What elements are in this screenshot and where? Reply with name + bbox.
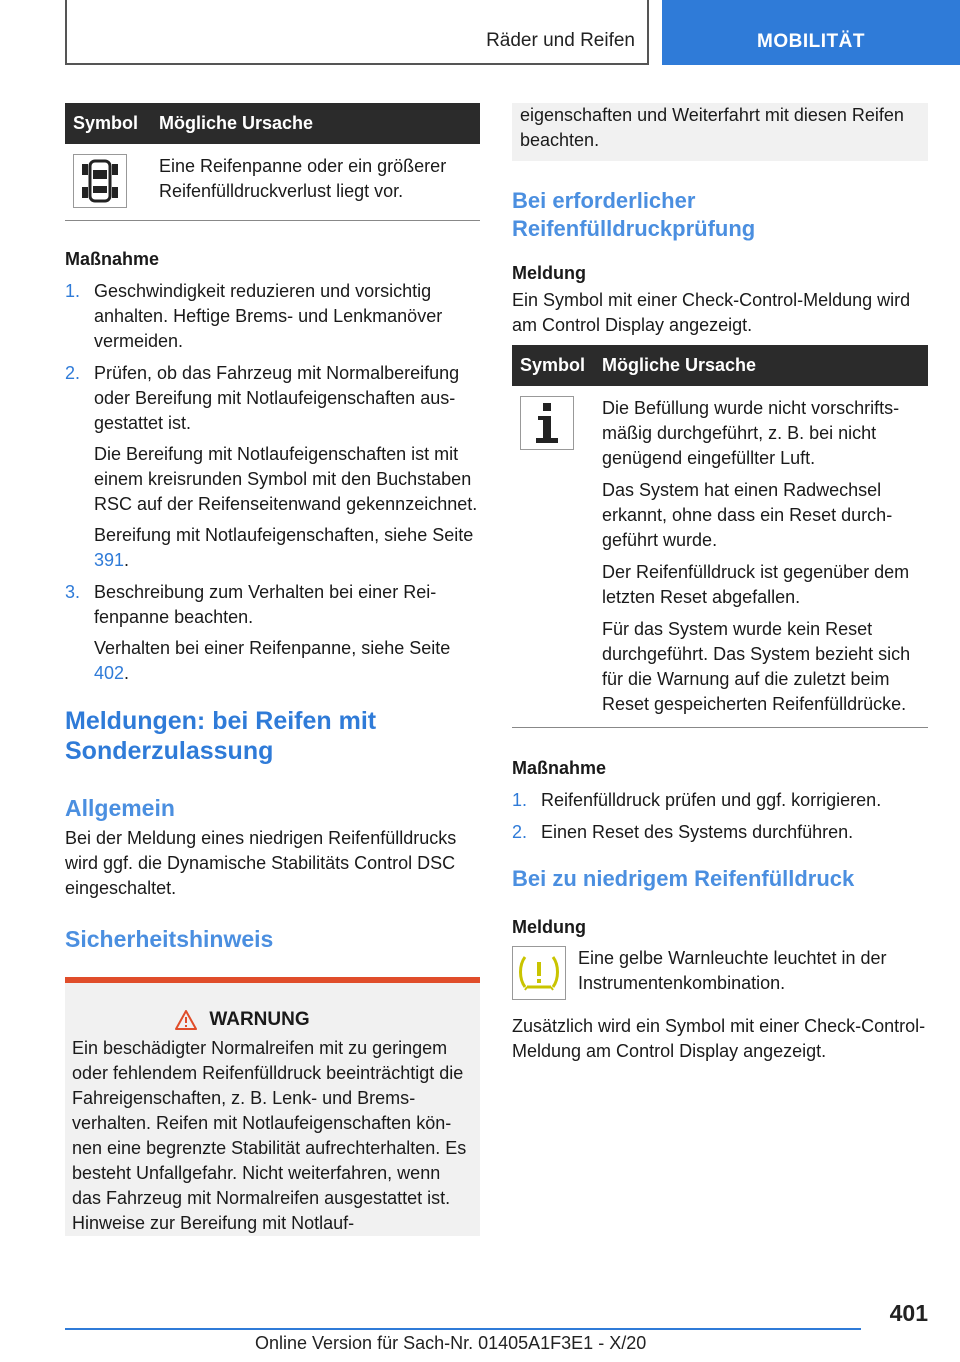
measure-heading: Maßnahme bbox=[65, 249, 160, 269]
general-text: Bei der Meldung eines niedrigen Reifenfülldrucks wird ggf. die Dynamische Stabilitäts Control DSC eingeschaltet. bbox=[65, 828, 457, 898]
general-heading: Allgemein bbox=[65, 795, 175, 821]
check-heading: Bei erforderlicher Reifenfülldruckprüfung bbox=[512, 188, 756, 241]
table-row bbox=[512, 386, 928, 728]
chapter-tab[interactable]: MOBILITÄT bbox=[662, 0, 960, 65]
warning-box-continued bbox=[512, 103, 928, 161]
cause-text: Der Reifenfülldruck ist gegenüber dem letzten Reset abgefallen. bbox=[602, 562, 910, 607]
step-number: 2. bbox=[65, 363, 81, 383]
info-icon bbox=[520, 396, 574, 450]
cause-text: Für das System wurde kein Reset durchgeführt. Das System bezieht sich für die Warnung auf die zuletzt beim Reset gespeicherten Reifenfülldrücke. bbox=[602, 619, 911, 714]
step-text: Geschwindigkeit reduzieren und vorsichtig anhalten. Heftige Brems- und Lenkmanöver vermeiden. bbox=[94, 281, 443, 351]
reference-text: Bereifung mit Notlaufeigenschaften, siehe Seite bbox=[94, 525, 474, 545]
cause-text: Die Befüllung wurde nicht vorschriftsmäßig durchgeführt, z. B. bei nicht genügend eingefüllter Luft. bbox=[602, 398, 900, 468]
section-heading: Meldungen: bei Reifen mit Sonderzulassung bbox=[65, 707, 377, 765]
list-item bbox=[512, 820, 928, 845]
list-item bbox=[65, 580, 480, 686]
warning-lamp-row bbox=[512, 946, 928, 1000]
reference-end: . bbox=[124, 550, 130, 570]
cause-list bbox=[594, 386, 928, 728]
step-reference bbox=[94, 523, 480, 573]
message-heading: Meldung bbox=[512, 917, 586, 937]
page-link[interactable]: 391 bbox=[94, 550, 125, 570]
col-header-cause: Mögliche Ursache bbox=[151, 103, 480, 144]
list-item bbox=[512, 788, 928, 813]
step-extra-text: Die Bereifung mit Notlaufeigenschaften ist mit einem kreisrunden Symbol mit den Buchstaben RSC auf der Reifenseitenwand gekennzeichnet. bbox=[94, 444, 478, 514]
warning-text-continued: eigenschaften und Weiterfahrt mit diesen Reifen beachten. bbox=[520, 105, 904, 150]
section-title: Räder und Reifen bbox=[486, 30, 635, 51]
tire-pressure-warning-lamp-icon bbox=[512, 946, 566, 1000]
footer-divider bbox=[65, 1328, 861, 1330]
step-number: 2. bbox=[512, 822, 528, 842]
step-text: Beschreibung zum Verhalten bei einer Reifenpanne beachten. bbox=[94, 582, 437, 627]
warning-triangle-icon bbox=[175, 1010, 197, 1030]
low-pressure-heading: Bei zu niedrigem Reifenfülldruck bbox=[512, 866, 855, 891]
message-heading: Meldung bbox=[512, 263, 586, 283]
step-text: Reifenfülldruck prüfen und ggf. korrigieren. bbox=[541, 790, 882, 810]
reference-text: Verhalten bei einer Reifenpanne, siehe Seite bbox=[94, 638, 451, 658]
measure-steps bbox=[512, 788, 928, 845]
message-text: Ein Symbol mit einer Check-Control-Meldung wird am Control Display angezeigt. bbox=[512, 290, 911, 335]
step-number: 3. bbox=[65, 582, 81, 602]
col-header-symbol: Symbol bbox=[65, 103, 151, 144]
right-column bbox=[512, 103, 928, 1064]
col-header-symbol: Symbol bbox=[512, 345, 594, 386]
cause-text: Das System hat einen Radwechsel erkannt, ohne dass ein Reset durchgeführt wurde. bbox=[602, 480, 893, 550]
warning-text: Ein beschädigter Normalreifen mit zu geringem oder fehlendem Reifenfülldruck beeinträchtigt die Fahreigenschaften, z. B. Lenk- und Bremsverhalten. Reifen mit Notlaufeigenschaften können eine begrenzte Stabilität aufrechterhalten. Es besteht Unfallgefahr. Nicht weiterfahren, wenn das Fahrzeug mit Normalreifen ausgestattet ist. Hinweise zur Bereifung mit Notlauf- bbox=[72, 1038, 467, 1233]
measure-steps bbox=[65, 279, 480, 686]
symbol-table-pressure-check bbox=[512, 345, 928, 728]
col-header-cause: Mögliche Ursache bbox=[594, 345, 928, 386]
left-column bbox=[65, 103, 480, 1236]
warning-label: WARNUNG bbox=[209, 1009, 310, 1030]
warning-box bbox=[65, 977, 480, 1236]
reference-end: . bbox=[124, 663, 130, 683]
table-row bbox=[65, 144, 480, 221]
step-text: Einen Reset des Systems durchführen. bbox=[541, 822, 854, 842]
step-number: 1. bbox=[65, 281, 81, 301]
symbol-table-flat-tire bbox=[65, 103, 480, 221]
step-text: Prüfen, ob das Fahrzeug mit Normalbereifung oder Bereifung mit Notlaufeigenschaften ausgestattet ist. bbox=[94, 363, 460, 433]
additional-text: Zusätzlich wird ein Symbol mit einer Check-Control-Meldung am Control Display angezeigt. bbox=[512, 1016, 926, 1061]
lamp-text: Eine gelbe Warnleuchte leuchtet in der Instrumentenkombination. bbox=[578, 948, 887, 993]
page-link[interactable]: 402 bbox=[94, 663, 125, 683]
list-item bbox=[65, 279, 480, 354]
list-item bbox=[65, 361, 480, 573]
measure-heading: Maßnahme bbox=[512, 758, 607, 778]
safety-heading: Sicherheitshinweis bbox=[65, 926, 274, 952]
footer-text: Online Version für Sach-Nr. 01405A1F3E1 - X/20 bbox=[255, 1333, 647, 1353]
cause-text: Eine Reifenpanne oder ein größerer Reifenfülldruckverlust liegt vor. bbox=[151, 144, 480, 221]
step-number: 1. bbox=[512, 790, 528, 810]
page-number: 401 bbox=[889, 1300, 928, 1326]
warning-header bbox=[72, 1007, 473, 1032]
car-tire-warning-icon bbox=[73, 154, 127, 208]
step-reference bbox=[94, 636, 480, 686]
